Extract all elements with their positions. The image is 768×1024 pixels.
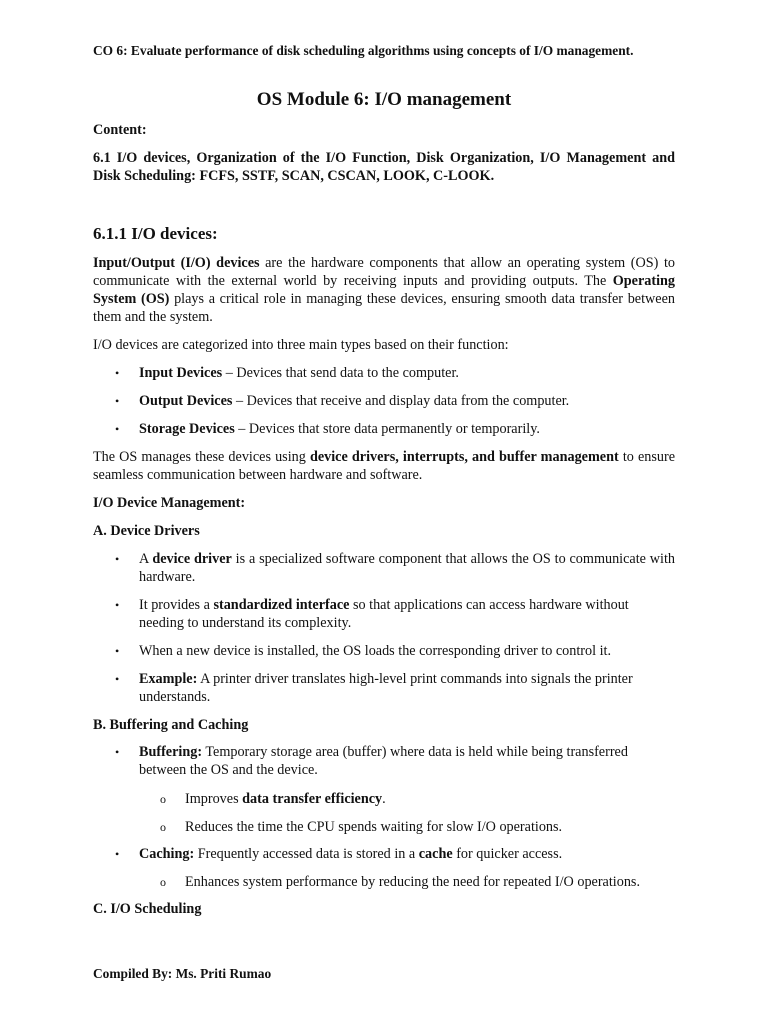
content-label: Content: (93, 122, 147, 138)
category-desc: – Devices that store data permanently or temporarily. (234, 421, 540, 437)
item-text: A (139, 551, 153, 567)
item-bold: Buffering: (139, 744, 203, 760)
bullet-icon: • (115, 644, 120, 658)
list-item (115, 392, 675, 410)
category-desc: – Devices that send data to the computer. (222, 365, 459, 381)
list-item (115, 845, 675, 863)
bullet-icon: • (115, 552, 120, 566)
list-item (115, 670, 675, 706)
bullet-icon: • (115, 847, 120, 861)
manage-text-2: to ensure seamless communication between hardware and software. (93, 449, 675, 483)
item-bold: cache (418, 846, 453, 862)
category-desc: – Devices that receive and display data from the computer. (232, 393, 570, 409)
list-item (115, 743, 675, 779)
item-bold: data transfer efficiency (242, 791, 383, 807)
sub-bullet-icon: o (160, 792, 166, 806)
io-scheduling-heading: C. I/O Scheduling (93, 901, 202, 917)
sub-bullet-icon: o (160, 820, 166, 834)
list-item (115, 420, 675, 438)
section-heading: 6.1.1 I/O devices: (93, 224, 218, 243)
category-name: Storage Devices (139, 421, 235, 437)
category-name: Output Devices (139, 393, 233, 409)
item-bold: Example: (139, 671, 198, 687)
list-item (115, 596, 675, 632)
category-name: Input Devices (139, 365, 223, 381)
item-text: so that applications can access hardware without needing to understand its complexity. (139, 597, 629, 631)
manage-bold: device drivers, interrupts, and buffer management (309, 449, 619, 465)
list-item (115, 550, 675, 586)
item-text: Temporary storage area (buffer) where data is held while being transferred between the OS and the device. (139, 744, 628, 778)
footer-compiled-by: Compiled By: Ms. Priti Rumao (93, 966, 272, 981)
intro-bold-io: Input/Output (I/O) devices (93, 255, 260, 271)
bullet-icon: • (115, 672, 120, 686)
io-management-heading: I/O Device Management: (93, 495, 246, 511)
bullet-icon: • (115, 422, 120, 436)
list-item (115, 364, 675, 382)
intro-text-1: are the hardware components that allow an operating system (OS) to communicate with the external world by receiving inputs and providing outputs. The (93, 255, 676, 289)
bullet-icon: • (115, 394, 120, 408)
categories-intro: I/O devices are categorized into three main types based on their function: (93, 337, 509, 353)
item-text: for quicker access. (452, 846, 563, 862)
item-text: It provides a (139, 597, 214, 613)
bullet-icon: • (115, 745, 120, 759)
buffering-heading: B. Buffering and Caching (93, 717, 249, 733)
bullet-icon: • (115, 598, 120, 612)
item-text: A printer driver translates high-level print commands into signals the printer understands. (139, 671, 633, 705)
sub-list-item (160, 790, 676, 808)
sub-bullet-icon: o (160, 875, 166, 889)
page-title: OS Module 6: I/O management (256, 89, 512, 110)
item-text: is a specialized software component that allows the OS to communicate with hardware. (139, 551, 676, 585)
item-text: Enhances system performance by reducing the need for repeated I/O operations. (185, 874, 640, 890)
list-item (115, 642, 675, 660)
item-text: . (382, 791, 386, 807)
item-bold: standardized interface (213, 597, 350, 613)
content-text: 6.1 I/O devices, Organization of the I/O Function, Disk Organization, I/O Management and Disk Scheduling: FCFS, SSTF, SCAN, CSCAN, LOOK, C-LOOK. (93, 150, 675, 184)
intro-text-2: plays a critical role in managing these devices, ensuring smooth data transfer between them and the system. (93, 291, 675, 325)
device-drivers-heading: A. Device Drivers (93, 523, 200, 539)
item-text: Improves (185, 791, 243, 807)
item-text: Frequently accessed data is stored in a (194, 846, 419, 862)
item-bold: device driver (152, 551, 232, 567)
item-text: Reduces the time the CPU spends waiting for slow I/O operations. (185, 819, 563, 835)
manage-text-1: The OS manages these devices using (93, 449, 310, 465)
sub-list-item (160, 818, 676, 836)
sub-list-item (160, 873, 676, 891)
bullet-icon: • (115, 366, 120, 380)
item-bold: Caching: (139, 846, 195, 862)
intro-paragraph (93, 254, 675, 326)
item-text: When a new device is installed, the OS loads the corresponding driver to control it. (139, 643, 612, 659)
course-outcome: CO 6: Evaluate performance of disk scheduling algorithms using concepts of I/O management. (93, 43, 634, 58)
manage-paragraph (93, 448, 675, 484)
intro-bold-os: Operating System (OS) (93, 273, 675, 307)
